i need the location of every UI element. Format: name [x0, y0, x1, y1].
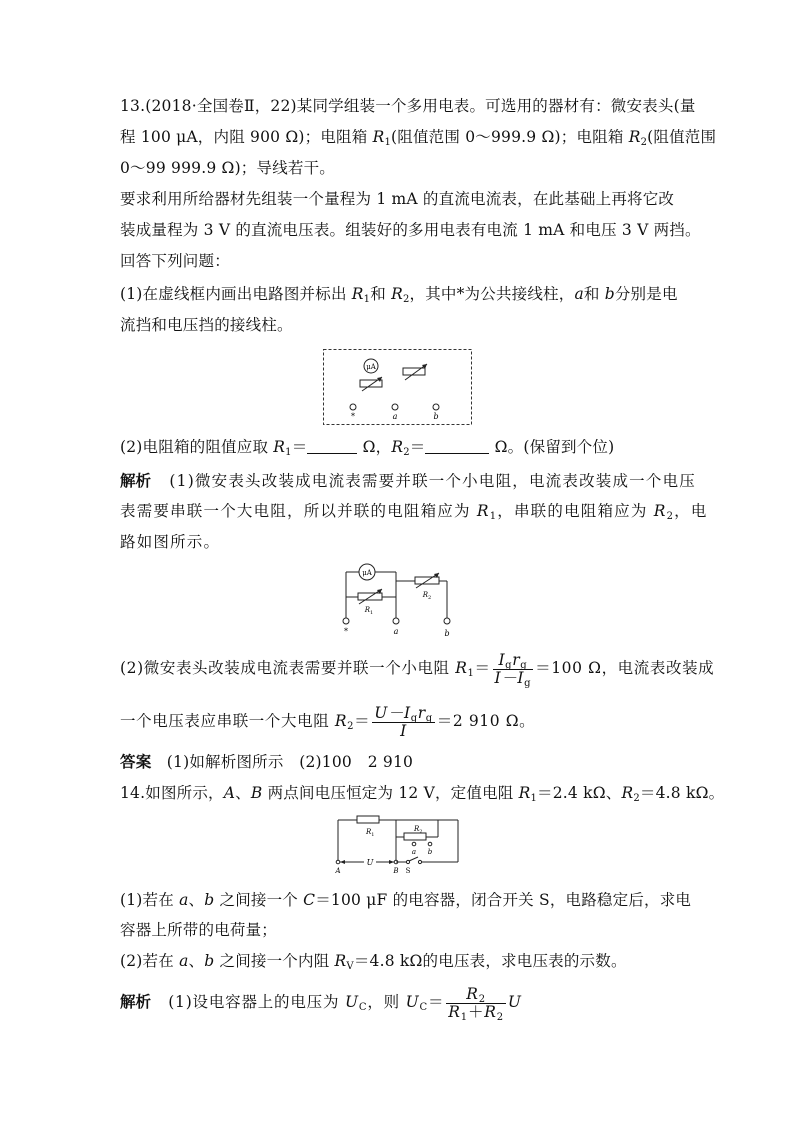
analysis14-line1: 解析 (1)设电容器上的电压为 $U_C$，则 $U_C=$ $\frac{R_2}{R_1+R_2}$ U: [120, 984, 522, 1023]
fraction-uc: $\frac{R_2}{R_1+R_2}$: [448, 984, 504, 1023]
r2-label: $R_2$: [414, 825, 423, 835]
label-S: S: [405, 867, 411, 874]
arrow-left: [340, 860, 345, 864]
q14-part1-line2: 容器上所带的电荷量；: [120, 921, 278, 939]
terminal-a: [392, 404, 398, 410]
answer-label: 答案: [120, 753, 152, 771]
fraction-r2: $\frac{U-I_gr_g}{I}$: [374, 703, 433, 740]
q13-line4: 要求利用所给器材先组装一个量程为 1 mA 的直流电流表，在此基础上再将它改: [120, 190, 675, 208]
q13-line6: 回答下列问题：: [120, 252, 230, 270]
q13-line1: 13.(2018·全国卷Ⅱ，22)某同学组装一个多用电表。可选用的器材有：微安表头(量: [120, 97, 696, 115]
analysis13-line2: 表需要串联一个大电阻，所以并联的电阻箱应为 $R_1$，串联的电阻箱应为 $R_2$，电: [120, 502, 708, 522]
point-A: [336, 860, 340, 864]
terminal-a-label: a: [393, 627, 399, 636]
terminal-b: [433, 404, 439, 410]
q14-part1: (1)若在 a、b 之间接一个 C＝100 μF 的电容器，闭合开关 S，电路稳定后，求电: [120, 891, 692, 909]
point-a: [412, 842, 416, 846]
label-b: b: [427, 848, 433, 856]
answer13: 答案 (1)如解析图所示 (2)100 2 910: [120, 753, 414, 771]
r1-label: $R_1$: [366, 828, 375, 838]
terminal-a: [393, 618, 399, 624]
analysis13-line1: 解析 (1)微安表头改装成电流表需要并联一个小电阻，电流表改装成一个电压: [120, 472, 696, 490]
point-b: [428, 842, 432, 846]
figure-2-solution-circuit: [337, 561, 463, 641]
label-a: a: [411, 848, 417, 856]
q14-line1: 14.如图所示，A、B 两点间电压恒定为 12 V，定值电阻 $R_1=2.4$ kΩ、$R_2=4.8$ kΩ。: [120, 784, 725, 804]
calc13-line2: 一个电压表应串联一个大电阻 $R_2=$ $\frac{U-I_gr_g}{I}$ ＝2 910 Ω。: [120, 703, 536, 740]
q14-part2: (2)若在 a、b 之间接一个内阻 $R_V=4.8$ kΩ的电压表，求电压表的示数。: [120, 952, 627, 972]
resistor-r2-icon: [404, 833, 426, 840]
analysis-label: 解析: [120, 472, 152, 490]
q13-line3: 0～99 999.9 Ω)；导线若干。: [120, 159, 336, 177]
dashed-frame: [324, 350, 472, 425]
terminal-a-label: a: [392, 412, 398, 421]
resistor-box-1-icon: [360, 380, 382, 387]
analysis13-line3: 路如图所示。: [120, 533, 221, 551]
r2-label: $R_2$: [422, 591, 432, 601]
answer-blank-r2[interactable]: [425, 439, 489, 454]
meter-label: μA: [362, 569, 372, 577]
switch-contact: [418, 860, 421, 863]
terminal-common: [350, 404, 356, 410]
arrow-right: [389, 860, 394, 864]
q13-line5: 装成量程为 3 V 的直流电压表。组装好的多用电表有电流 1 mA 和电压 3 V 两挡。: [120, 221, 701, 239]
calc13-line1: (2)微安表头改装成电流表需要并联一个小电阻 $R_1=$ $\frac{I_gr_g}{I-I_g}$ ＝100 Ω，电流表改装成: [120, 650, 715, 689]
terminal-common-label: *: [344, 627, 348, 636]
terminal-common: [343, 618, 349, 624]
label-B: B: [393, 867, 399, 874]
analysis-label: 解析: [120, 993, 152, 1011]
resistor-r1-icon: [357, 816, 379, 823]
q13-part2: (2)电阻箱的阻值应取 $R_1= \Omega$，$R_2= \Omega$。(保留到个位): [120, 438, 615, 458]
terminal-b-label: b: [444, 629, 450, 638]
fraction-r1: $\frac{I_gr_g}{I-I_g}$: [494, 650, 532, 689]
figure-1-dashed-box: [323, 349, 473, 426]
answer-blank-r1[interactable]: [307, 439, 357, 454]
switch-s-icon: [409, 857, 418, 861]
q13-line2: 程 100 μA，内阻 900 Ω)；电阻箱 $R_1$(阻值范围 0～999.9 Ω)；电阻箱 $R_2$(阻值范围: [120, 128, 717, 148]
r1-label: $R_1$: [364, 606, 374, 616]
q13-part1: (1)在虚线框内画出电路图并标出 $R_1$和 $R_2$，其中*为公共接线柱，a和 b分别是电: [120, 285, 678, 305]
terminal-b-label: b: [433, 412, 439, 421]
terminal-common-label: *: [351, 412, 355, 421]
figure-3-circuit: [330, 810, 462, 874]
label-A: A: [335, 867, 341, 874]
q13-part1-line2: 流挡和电压挡的接线柱。: [120, 316, 293, 334]
terminal-b: [444, 618, 450, 624]
label-U: U: [366, 858, 374, 867]
meter-label: μA: [366, 363, 376, 371]
